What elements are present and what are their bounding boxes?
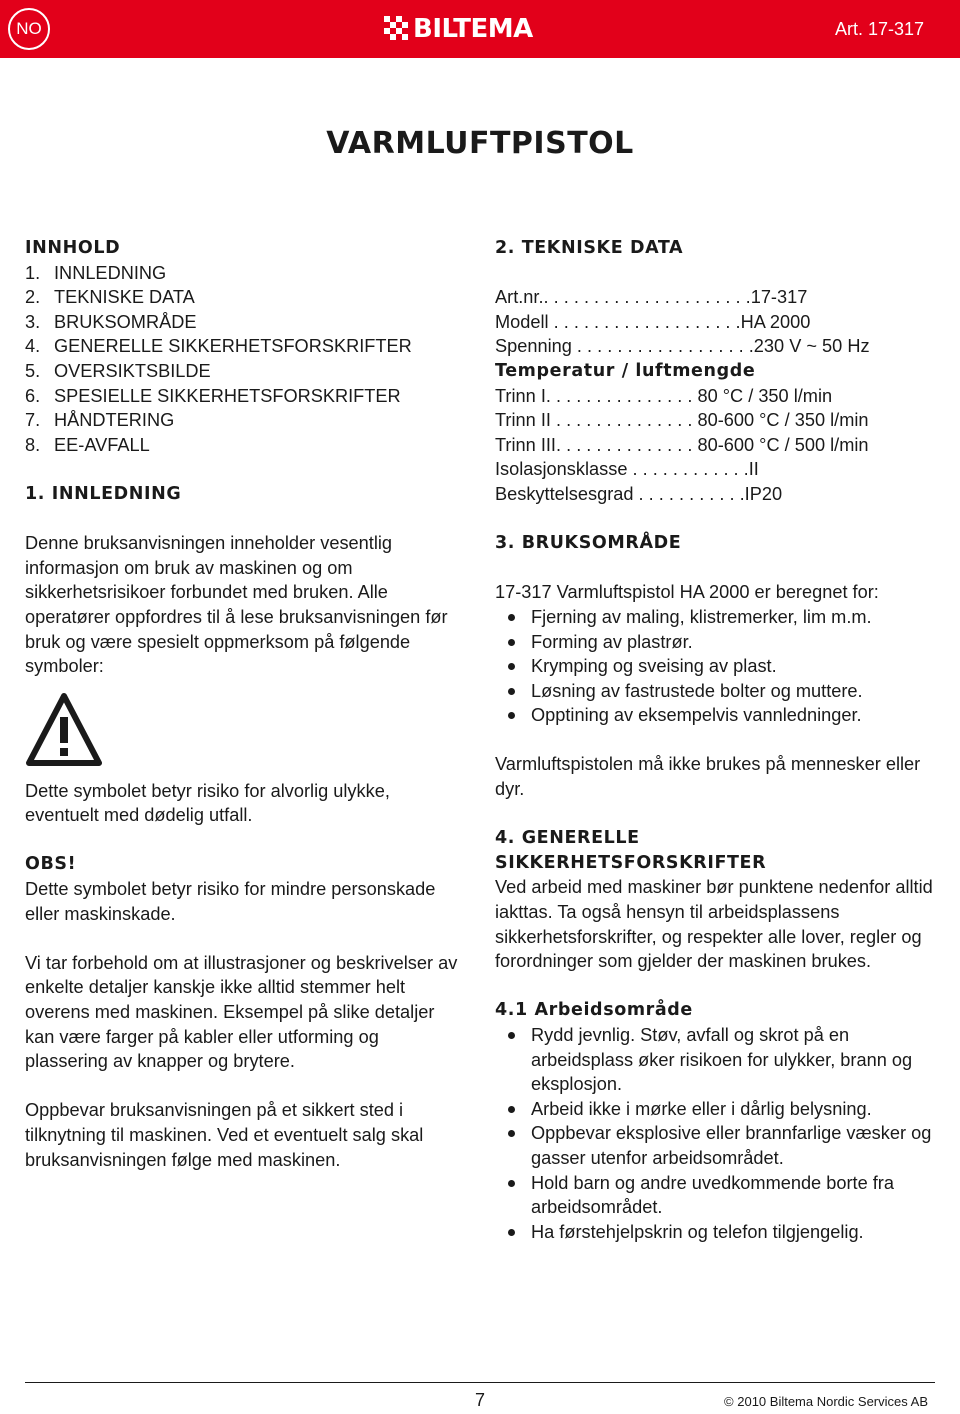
usage-note: Varmluftspistolen må ikke brukes på mennesker eller dyr. (495, 754, 921, 800)
spec-row: Trinn III. . . . . . . . . . . . . . 80-600 °C / 500 l/min (495, 434, 869, 455)
spec-subheading: Temperatur / luftmengde (495, 360, 756, 381)
list-item: Forming av plastrør. (495, 630, 940, 655)
spec-row: Spenning . . . . . . . . . . . . . . . . . .230 V ~ 50 Hz (495, 336, 870, 357)
spec-row: Trinn I. . . . . . . . . . . . . . . 80 °C / 350 l/min (495, 385, 833, 406)
obs-label: OBS! (25, 854, 77, 875)
safety-paragraph: Ved arbeid med maskiner bør punktene nedenfor alltid iakttas. Ta også hensyn til arbeidsplassens sikkerhetsforskrifter, og respekter alle lover, regler og forordninger som gjelder der maskinen brukes. (495, 877, 933, 972)
intro-paragraph: Denne bruksanvisningen inneholder vesentlig informasjon om bruk av maskinen og om sikkerhetsrisikoer forbundet med bruken. Alle operatører oppfordres til å lese bruksanvisningen før bruk og være spesielt oppmerksom på følgende symboler: (25, 533, 448, 677)
usage-intro: 17-317 Varmluftspistol HA 2000 er beregnet for: (495, 582, 879, 603)
section-heading-usage: 3. BRUKSOMRÅDE (495, 533, 682, 554)
toc-item: 1. INNLEDNING (25, 262, 167, 283)
toc-item: 6. SPESIELLE SIKKERHETSFORSKRIFTER (25, 385, 401, 406)
toc-item: 5. OVERSIKTSBILDE (25, 360, 211, 381)
toc-heading: INNHOLD (25, 238, 121, 258)
list-item: Arbeid ikke i mørke eller i dårlig belysning. (495, 1097, 940, 1122)
subsection-heading-workarea: 4.1 Arbeidsområde (495, 1000, 693, 1021)
checkered-flag-icon (384, 16, 410, 42)
toc-list (25, 261, 465, 458)
disclaimer-paragraph: Vi tar forbehold om at illustrasjoner og beskrivelser av enkelte detaljer kanskje ikke alltid stemmer helt overens med maskinen. Eksempel på slike detaljer kan være farger på kabler eller utforming og plassering av knapper og brytere. (25, 952, 458, 1072)
list-item: Hold barn og andre uvedkommende borte fra arbeidsområdet. (495, 1171, 940, 1220)
spec-row: Trinn II . . . . . . . . . . . . . . 80-600 °C / 350 l/min (495, 410, 869, 431)
biltema-logo (384, 16, 533, 42)
toc-item: 4. GENERELLE SIKKERHETSFORSKRIFTER (25, 336, 412, 357)
list-item: Løsning av fastrustede bolter og muttere. (495, 679, 940, 704)
list-item: Ha førstehjelpskrin og telefon tilgjengelig. (495, 1220, 940, 1245)
warning-text: Dette symbolet betyr risiko for alvorlig ulykke, eventuelt med dødelig utfall. (25, 780, 390, 826)
section-heading-intro: 1. INNLEDNING (25, 483, 182, 504)
warning-triangle-icon (25, 691, 465, 769)
list-item: Opptining av eksempelvis vannledninger. (495, 703, 940, 728)
toc-item: 7. HÅNDTERING (25, 410, 175, 431)
toc-item: 3. BRUKSOMRÅDE (25, 311, 197, 332)
spec-row: Beskyttelsesgrad . . . . . . . . . . .IP20 (495, 483, 783, 504)
spec-row: Isolasjonsklasse . . . . . . . . . . . .II (495, 459, 759, 480)
toc-item: 2. TEKNISKE DATA (25, 287, 195, 308)
footer-divider (25, 1382, 935, 1383)
list-item: Krymping og sveising av plast. (495, 654, 940, 679)
section-heading-tech: 2. TEKNISKE DATA (495, 238, 684, 258)
header-bar (0, 0, 960, 58)
right-column (495, 236, 940, 1244)
workarea-list (495, 1023, 940, 1244)
page-title: VARMLUFTPISTOL (326, 126, 634, 161)
page-number: 7 (474, 1390, 485, 1410)
spec-row: Modell . . . . . . . . . . . . . . . . . . .HA 2000 (495, 311, 811, 332)
toc-item: 8. EE-AVFALL (25, 434, 150, 455)
article-number: Art. 17-317 (834, 19, 924, 39)
section-heading-safety: 4. GENERELLE SIKKERHETSFORSKRIFTER (495, 828, 767, 873)
storage-paragraph: Oppbevar bruksanvisningen på et sikkert sted i tilknytning til maskinen. Ved et eventuelt salg skal bruksanvisningen følge med maskinen. (25, 1100, 424, 1170)
list-item: Fjerning av maling, klistremerker, lim m.m. (495, 605, 940, 630)
spec-row: Art.nr.. . . . . . . . . . . . . . . . . . . . .17-317 (495, 287, 808, 308)
copyright: © 2010 Biltema Nordic Services AB (724, 1394, 928, 1409)
language-badge: NO (8, 8, 50, 50)
usage-list (495, 605, 940, 728)
list-item: Rydd jevnlig. Støv, avfall og skrot på en arbeidsplass øker risikoen for ulykker, brann og eksplosjon. (495, 1023, 940, 1097)
left-column (25, 236, 465, 1172)
brand-name: BILTEMA (413, 14, 533, 44)
obs-text: Dette symbolet betyr risiko for mindre personskade eller maskinskade. (25, 879, 436, 924)
list-item: Oppbevar eksplosive eller brannfarlige væsker og gasser utenfor arbeidsområdet. (495, 1121, 940, 1170)
